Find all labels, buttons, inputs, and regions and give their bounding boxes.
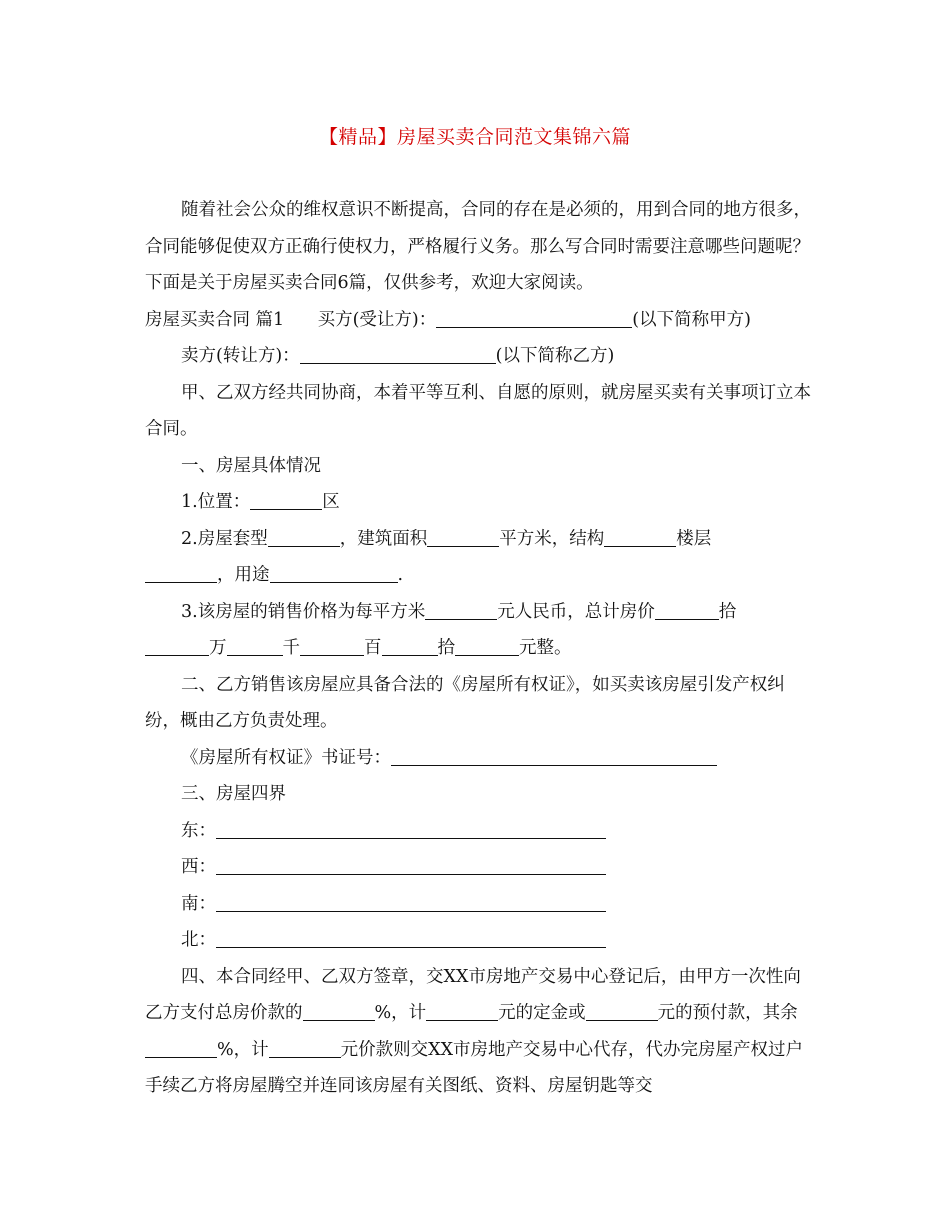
- south-label: 南：: [181, 893, 216, 914]
- floor-blank: [145, 564, 217, 583]
- price-blank-3: [227, 637, 283, 656]
- item2-c: 平方米，结构: [499, 528, 605, 549]
- item3-e: 千: [282, 638, 300, 658]
- west-line: [145, 849, 813, 886]
- balance-blank: [269, 1039, 341, 1058]
- h4-e: %，计: [217, 1039, 269, 1060]
- type-blank: [268, 528, 340, 547]
- prepay-blank: [586, 1002, 658, 1021]
- heading-4: [145, 959, 813, 1105]
- area-blank: [427, 528, 499, 547]
- item3-f: 百: [364, 638, 382, 658]
- usage-blank: [270, 564, 398, 583]
- item1-prefix: 1.位置：: [181, 492, 251, 512]
- section-title: 房屋买卖合同 篇1: [145, 309, 285, 330]
- heading-2: 二、乙方销售该房屋应具备合法的《房屋所有权证》，如买卖该房屋引发产权纠纷，概由乙方负责处理。: [145, 674, 785, 731]
- unit-price-blank: [425, 601, 497, 620]
- buyer-line: [145, 302, 813, 339]
- heading-1: 一、房屋具体情况: [181, 455, 321, 476]
- item2-b: ，建筑面积: [339, 528, 428, 549]
- south-line: [145, 886, 813, 923]
- location-blank: [250, 491, 322, 510]
- item2-e: ，用途: [217, 565, 270, 585]
- price-blank-6: [455, 637, 519, 656]
- seller-label: 卖方(转让方)：: [181, 346, 300, 366]
- document-body: [145, 192, 813, 1105]
- item3-b: 元人民币，总计房价: [497, 601, 655, 622]
- price-blank-5: [382, 637, 438, 656]
- seller-line: [145, 338, 813, 375]
- item2-a: 2.房屋套型: [181, 528, 268, 549]
- item3-d: 万: [209, 638, 227, 658]
- cert-line: [145, 740, 813, 777]
- item2-f: .: [397, 565, 404, 585]
- item-2-line1: [145, 521, 813, 558]
- buyer-blank: [436, 309, 632, 328]
- south-blank: [216, 893, 606, 912]
- seller-blank: [300, 345, 496, 364]
- cert-blank: [391, 747, 717, 766]
- h4-a: 四、本合同经甲、乙双方签章，交XX市房地产交易中心登记后，由甲方一次性向乙方支付总房价款的: [145, 966, 801, 1023]
- west-label: 西：: [181, 857, 216, 877]
- deposit-blank: [426, 1002, 498, 1021]
- item-3-line2: [145, 630, 813, 667]
- north-blank: [216, 929, 606, 948]
- item-2-line2: [145, 557, 813, 594]
- east-line: [145, 813, 813, 850]
- item-3-line1: [145, 594, 813, 631]
- seller-suffix: (以下简称乙方): [495, 346, 615, 366]
- pct-blank-1: [303, 1002, 375, 1021]
- intro-paragraph: 随着社会公众的维权意识不断提高，合同的存在是必须的，用到合同的地方很多，合同能够促使双方正确行使权力，严格履行义务。那么写合同时需要注意哪些问题呢？下面是关于房屋买卖合同6篇，仅供参考，欢迎大家阅读。: [145, 200, 811, 293]
- cert-label: 《房屋所有权证》书证号：: [181, 747, 391, 768]
- west-blank: [216, 856, 606, 875]
- price-blank-4: [300, 637, 364, 656]
- item-1: [145, 484, 813, 521]
- h4-b: %，计: [374, 1003, 427, 1023]
- item3-h: 元整。: [519, 638, 572, 658]
- price-blank-2: [145, 637, 209, 656]
- document-title: 【精品】房屋买卖合同范文集锦六篇: [318, 126, 631, 148]
- h4-c: 元的定金或: [498, 1003, 586, 1023]
- agreement-paragraph: 甲、乙双方经共同协商，本着平等互利、自愿的原则，就房屋买卖有关事项订立本合同。: [145, 382, 811, 439]
- north-label: 北：: [181, 930, 216, 950]
- price-blank-1: [655, 601, 719, 620]
- h4-d: 元的预付款，其余: [657, 1003, 798, 1023]
- item3-g: 拾: [437, 638, 455, 658]
- buyer-suffix: (以下简称甲方): [632, 309, 751, 330]
- item1-suffix: 区: [322, 492, 340, 512]
- structure-blank: [604, 528, 676, 547]
- north-line: [145, 922, 813, 959]
- h4-f: 元价款则交XX市房地产交易中心代存，代办完房屋产权过户手续乙方将房屋腾空并连同该房屋有关图纸、资料、房屋钥匙等交: [145, 1039, 804, 1096]
- item3-c: 拾: [718, 601, 737, 622]
- pct-blank-2: [145, 1039, 217, 1058]
- item3-a: 3.该房屋的销售价格为每平方米: [181, 601, 426, 622]
- heading-3: 三、房屋四界: [181, 784, 286, 804]
- item2-d: 楼层: [676, 528, 712, 549]
- buyer-label: 买方(受让方)：: [317, 309, 437, 330]
- east-blank: [216, 820, 606, 839]
- east-label: 东：: [181, 820, 216, 841]
